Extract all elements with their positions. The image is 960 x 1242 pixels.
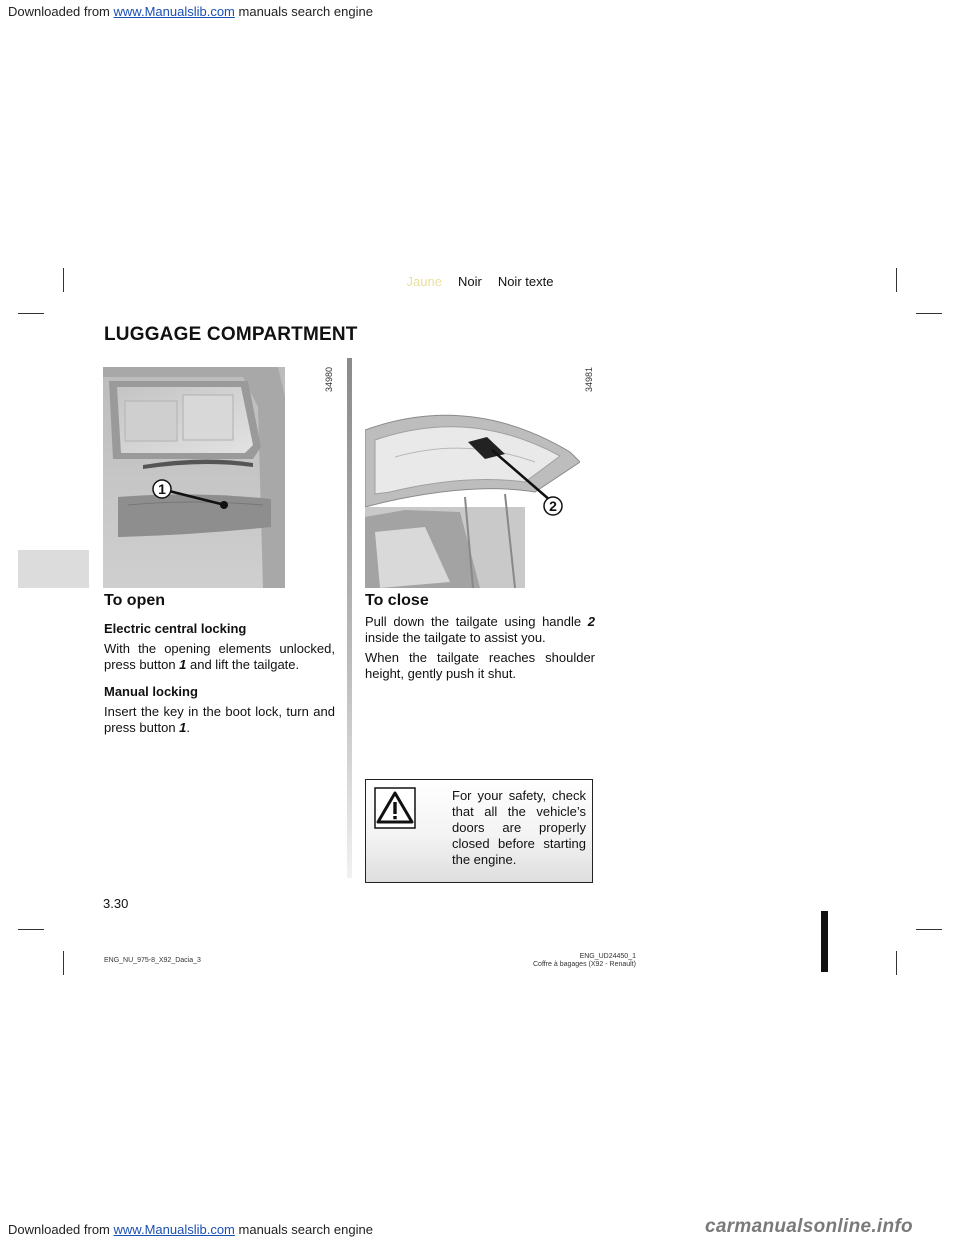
page-title: LUGGAGE COMPARTMENT — [104, 324, 358, 345]
subheading-electric-locking: Electric central locking — [104, 621, 247, 636]
footer-right: ENG_UD24450_1 Coffre à bagages (X92 - Renault) — [533, 953, 636, 968]
crop-mark — [18, 929, 44, 930]
crop-mark — [63, 951, 64, 975]
heading-to-close: To close — [365, 592, 429, 609]
download-footer: Downloaded from www.Manualslib.com manuals search engine — [8, 1222, 373, 1237]
figure-ref-left: 34980 — [324, 366, 334, 392]
paragraph-close-handle: Pull down the tailgate using handle 2 inside the tailgate to assist you. — [365, 614, 595, 645]
column-divider — [347, 358, 352, 878]
manualslib-link-bottom[interactable]: www.Manualslib.com — [113, 1222, 235, 1237]
warning-triangle-icon — [374, 787, 416, 829]
brand-watermark: carmanualsonline.info — [705, 1216, 913, 1237]
crop-mark — [18, 313, 44, 314]
callout-2: 2 — [549, 498, 557, 514]
tailgate-interior-illustration — [365, 382, 580, 588]
chapter-tab — [18, 550, 89, 588]
crop-mark — [63, 268, 64, 292]
paragraph-manual-locking: Insert the key in the boot lock, turn and press button 1. — [104, 704, 335, 735]
download-header: Downloaded from www.Manualslib.com manuals search engine — [8, 4, 373, 19]
thumb-index-bar — [821, 911, 828, 972]
tailgate-exterior-illustration — [103, 367, 285, 588]
callout-1: 1 — [158, 481, 166, 497]
crop-mark — [916, 929, 942, 930]
footer-left: ENG_NU_975-8_X92_Dacia_3 — [104, 957, 201, 964]
subheading-manual-locking: Manual locking — [104, 684, 198, 699]
paragraph-electric-locking: With the opening elements unlocked, press button 1 and lift the tailgate. — [104, 641, 335, 672]
crop-mark — [896, 951, 897, 975]
warning-text: For your safety, check that all the vehicle’s doors are properly closed before starting the engine. — [452, 788, 586, 867]
manualslib-link[interactable]: www.Manualslib.com — [113, 4, 235, 19]
heading-to-open: To open — [104, 592, 166, 609]
crop-mark — [896, 268, 897, 292]
page-number: 3.30 — [103, 896, 129, 911]
figure-ref-right: 34981 — [584, 366, 594, 392]
paragraph-close-push: When the tailgate reaches shoulder height, gently push it shut. — [365, 650, 595, 681]
color-marks: Jaune Noir Noir texte — [406, 274, 554, 289]
crop-mark — [916, 313, 942, 314]
